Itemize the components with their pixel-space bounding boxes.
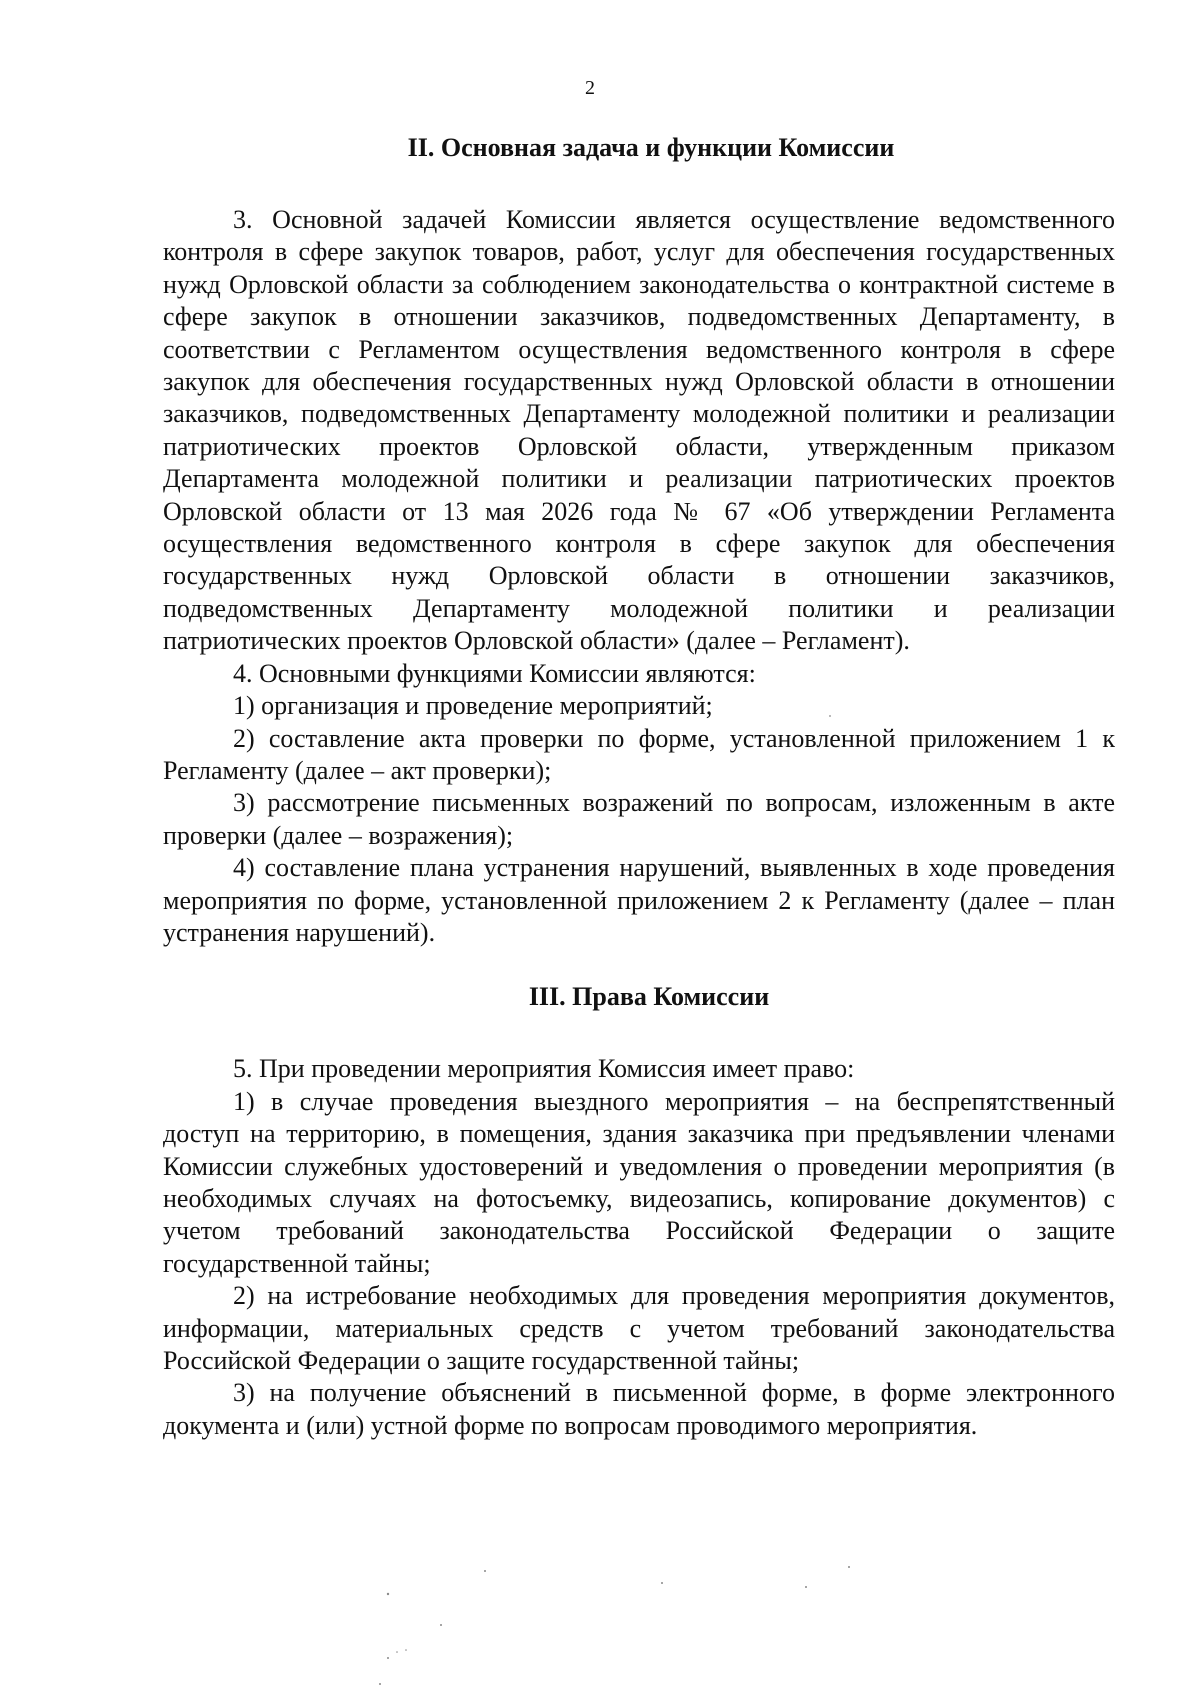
paragraph-5-item-1: 1) в случае проведения выездного мероприятия – на беспрепятственный доступ на территорию, в помещения, здания заказчика при предъявлении членами Комиссии служебных удостоверений и уведомления о проведении мероприятия (в необходимых случаях на фотосъемку, видеозапись, копирование документов) с учетом требований законодательства Российской Федерации о защите государственной тайны; bbox=[163, 1086, 1115, 1278]
paragraph-5-item-3: 3) на получение объяснений в письменной форме, в форме электронного документа и (или) устной форме по вопросам проводимого мероприятия. bbox=[163, 1378, 1115, 1440]
paragraph-5-item-2: 2) на истребование необходимых для проведения мероприятия документов, информации, материальных средств с учетом требований законодательства Российской Федерации о защите государственной тайны; bbox=[163, 1281, 1115, 1375]
section-2-title: II. Основная задача и функции Комиссии bbox=[407, 133, 895, 162]
section-3-title: III. Права Комиссии bbox=[528, 982, 770, 1012]
paragraph-4-item-4: 4) составление плана устранения нарушений, выявленных в ходе проведения мероприятия по форме, установленной приложением 2 к Регламенту (далее – план устранения нарушений). bbox=[163, 853, 1115, 947]
page-number: 2 bbox=[585, 77, 595, 99]
paragraph-4-item-2: 2) составление акта проверки по форме, установленной приложением 1 к Регламенту (далее – акт проверки); bbox=[163, 723, 1115, 785]
paragraph-3: 3. Основной задачей Комиссии является осуществление ведомственного контроля в сфере закупок товаров, работ, услуг для обеспечения государственных нужд Орловской области за соблюдением законодательства о контрактной системе в сфере закупок в отношении заказчиков, подведомственных Департаменту, в соответствии с Регламентом осуществления ведомственного контроля в сфере закупок для обеспечения государственных нужд Орловской области в отношении заказчиков, подведомственных Департаменту молодежной политики и реализации патриотических проектов Орловской области, утвержденным приказом Департамента молодежной политики и реализации патриотических проектов Орловской области от 13 мая 2026 года № 67 «Об утверждении Регламента осуществления ведомственного контроля в сфере закупок для обеспечения государственных нужд Орловской области в отношении заказчиков, подведомственных Департаменту молодежной политики и реализации патриотических проектов Орловской области» (далее – Регламент). bbox=[163, 205, 1115, 656]
paragraph-4-item-3: 3) рассмотрение письменных возражений по вопросам, изложенным в акте проверки (далее – возражения); bbox=[163, 788, 1115, 850]
paragraph-4: 4. Основными функциями Комиссии являются: bbox=[233, 658, 756, 688]
paragraph-4-item-1: 1) организация и проведение мероприятий; bbox=[233, 691, 713, 721]
paragraph-5: 5. При проведении мероприятия Комиссия имеет право: bbox=[233, 1054, 855, 1084]
